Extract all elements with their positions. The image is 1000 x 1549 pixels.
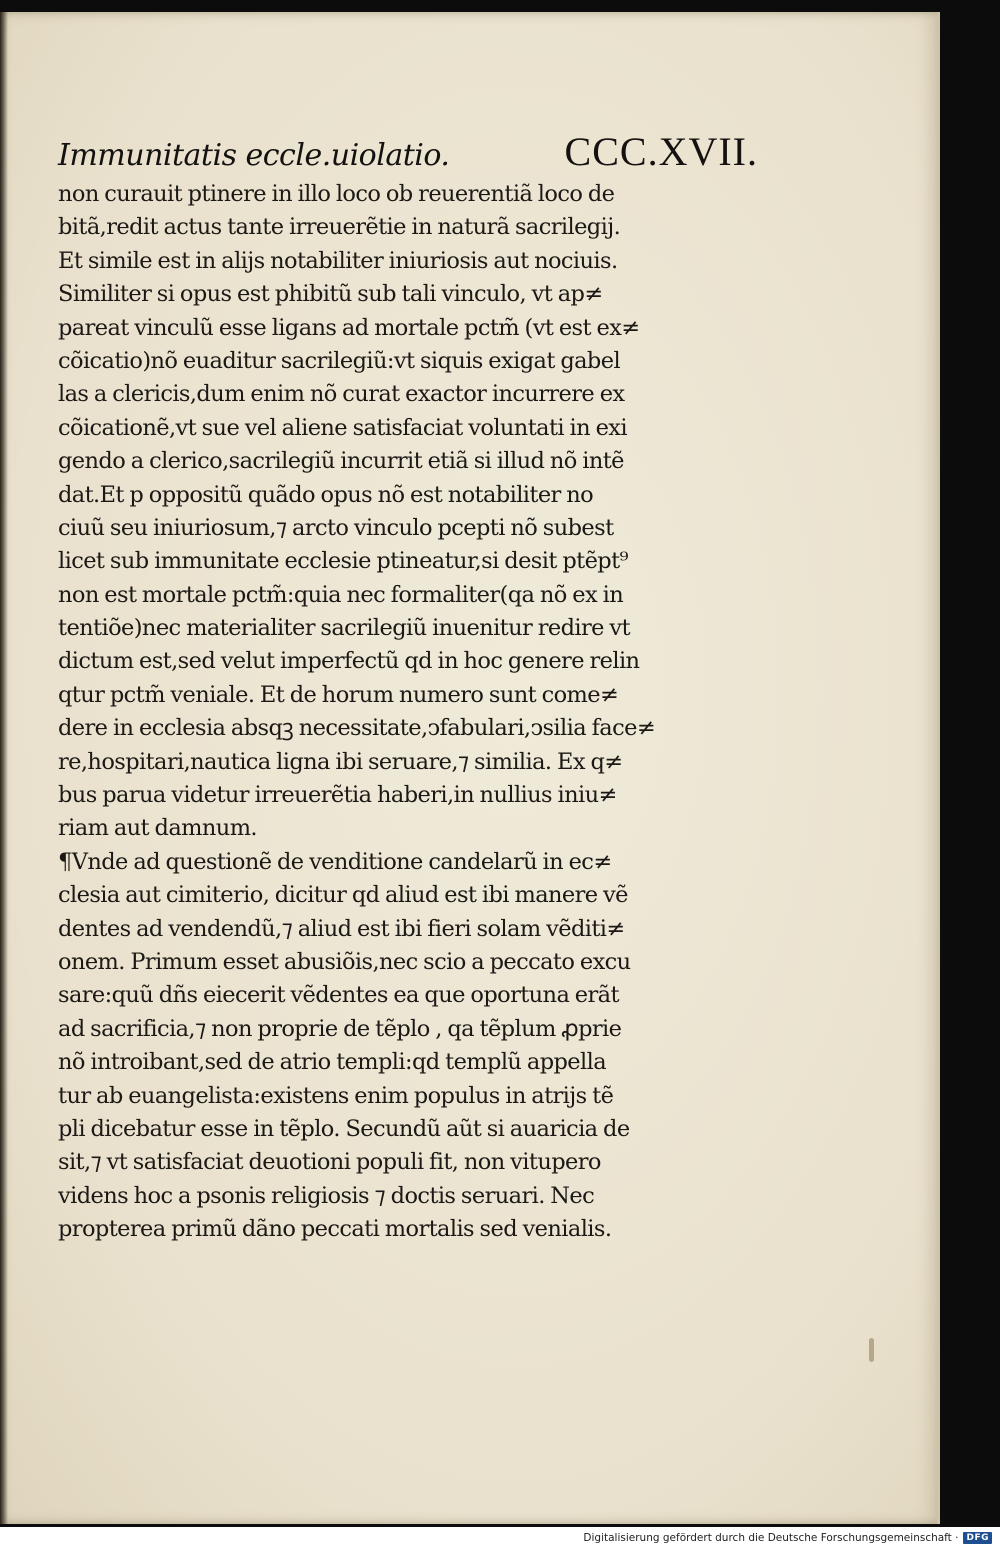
text-line: gendo a clerico,sacrilegiũ incurrit etiã si illud nõ intẽ bbox=[58, 448, 624, 475]
text-line: cõicatio)nõ euaditur sacrilegiũ:vt siquis exigat gabel bbox=[58, 347, 621, 374]
text-line: las a clericis,dum enim nõ curat exactor incurrere ex bbox=[58, 381, 625, 408]
page-gutter-shadow bbox=[0, 12, 8, 1524]
text-line: propterea primũ dãno peccati mortalis sed venialis. bbox=[58, 1216, 612, 1243]
text-line: Similiter si opus est phibitũ sub tali vinculo, vt ap≠ bbox=[58, 281, 603, 308]
folio-number: CCC.XVII. bbox=[564, 129, 758, 174]
text-lines bbox=[58, 178, 758, 1247]
digitization-footer bbox=[0, 1527, 1000, 1549]
text-line: nõ introibant,sed de atrio templi:qd templũ appella bbox=[58, 1049, 607, 1076]
text-line: dat.Et p oppositũ quãdo opus nõ est notabiliter no bbox=[58, 481, 594, 508]
text-line: pareat vinculũ esse ligans ad mortale pctm̃ (vt est ex≠ bbox=[58, 314, 640, 341]
text-line: cõicationẽ,vt sue vel aliene satisfaciat voluntati in exi bbox=[58, 414, 627, 441]
text-line: pli dicebatur esse in tẽplo. Secundũ aũt si auaricia de bbox=[58, 1115, 630, 1142]
text-line: re,hospitari,nautica ligna ibi seruare,⁊ similia. Ex q≠ bbox=[58, 748, 623, 775]
text-line: sit,⁊ vt satisfaciat deuotioni populi fit, non vitupero bbox=[58, 1149, 601, 1176]
text-line: tentiõe)nec materialiter sacrilegiũ inuenitur redire vt bbox=[58, 615, 630, 642]
text-line: clesia aut cimiterio, dicitur qd aliud est ibi manere vẽ bbox=[58, 882, 628, 909]
text-line: tur ab euangelista:existens enim populus in atrijs tẽ bbox=[58, 1082, 614, 1109]
text-line: Et simile est in alijs notabiliter iniuriosis aut nociuis. bbox=[58, 247, 618, 274]
text-line: non est mortale pctm̃:quia nec formaliter(qa nõ ex in bbox=[58, 581, 624, 608]
text-line: ¶Vnde ad questionẽ de venditione candelarũ in ec≠ bbox=[58, 848, 612, 875]
ink-speck bbox=[869, 1338, 874, 1362]
text-line: bus parua videtur irreuerẽtia haberi,in nullius iniu≠ bbox=[58, 782, 617, 809]
text-line: ciuũ seu iniuriosum,⁊ arcto vinculo pcepti nõ subest bbox=[58, 514, 614, 541]
text-line: dictum est,sed velut imperfectũ qd in hoc genere relin bbox=[58, 648, 640, 675]
text-line: dere in ecclesia absqꝫ necessitate,ↄfabulari,ↄsilia face≠ bbox=[58, 715, 656, 742]
dfg-logo-icon: DFG bbox=[963, 1532, 992, 1544]
text-line: dentes ad vendendũ,⁊ aliud est ibi fieri solam vẽditi≠ bbox=[58, 915, 625, 942]
footer-credit: Digitalisierung gefördert durch die Deutsche Forschungsgemeinschaft · bbox=[583, 1532, 959, 1544]
text-line: onem. Primum esset abusiõis,nec scio a peccato excu bbox=[58, 948, 631, 975]
text-line: ad sacrificia,⁊ non proprie de tẽplo , qa tẽplum ꝓprie bbox=[58, 1015, 622, 1042]
text-line: licet sub immunitate ecclesie ptineatur,si desit ptẽpt⁹ bbox=[58, 548, 628, 575]
text-line: bitã,redit actus tante irreuerẽtie in naturã sacrilegij. bbox=[58, 214, 621, 241]
text-block bbox=[58, 128, 758, 1247]
text-line: qtur pctm̃ veniale. Et de horum numero sunt come≠ bbox=[58, 681, 619, 708]
text-line: videns hoc a psonis religiosis ⁊ doctis seruari. Nec bbox=[58, 1182, 595, 1209]
running-head bbox=[58, 128, 758, 178]
running-title: Immunitatis eccle.uiolatio. bbox=[58, 138, 450, 173]
text-line: sare:quũ dñs eiecerit vẽdentes ea que oportuna erãt bbox=[58, 982, 619, 1009]
text-line: non curauit ptinere in illo loco ob reuerentiã loco de bbox=[58, 181, 615, 207]
text-line: riam aut damnum. bbox=[58, 815, 257, 842]
